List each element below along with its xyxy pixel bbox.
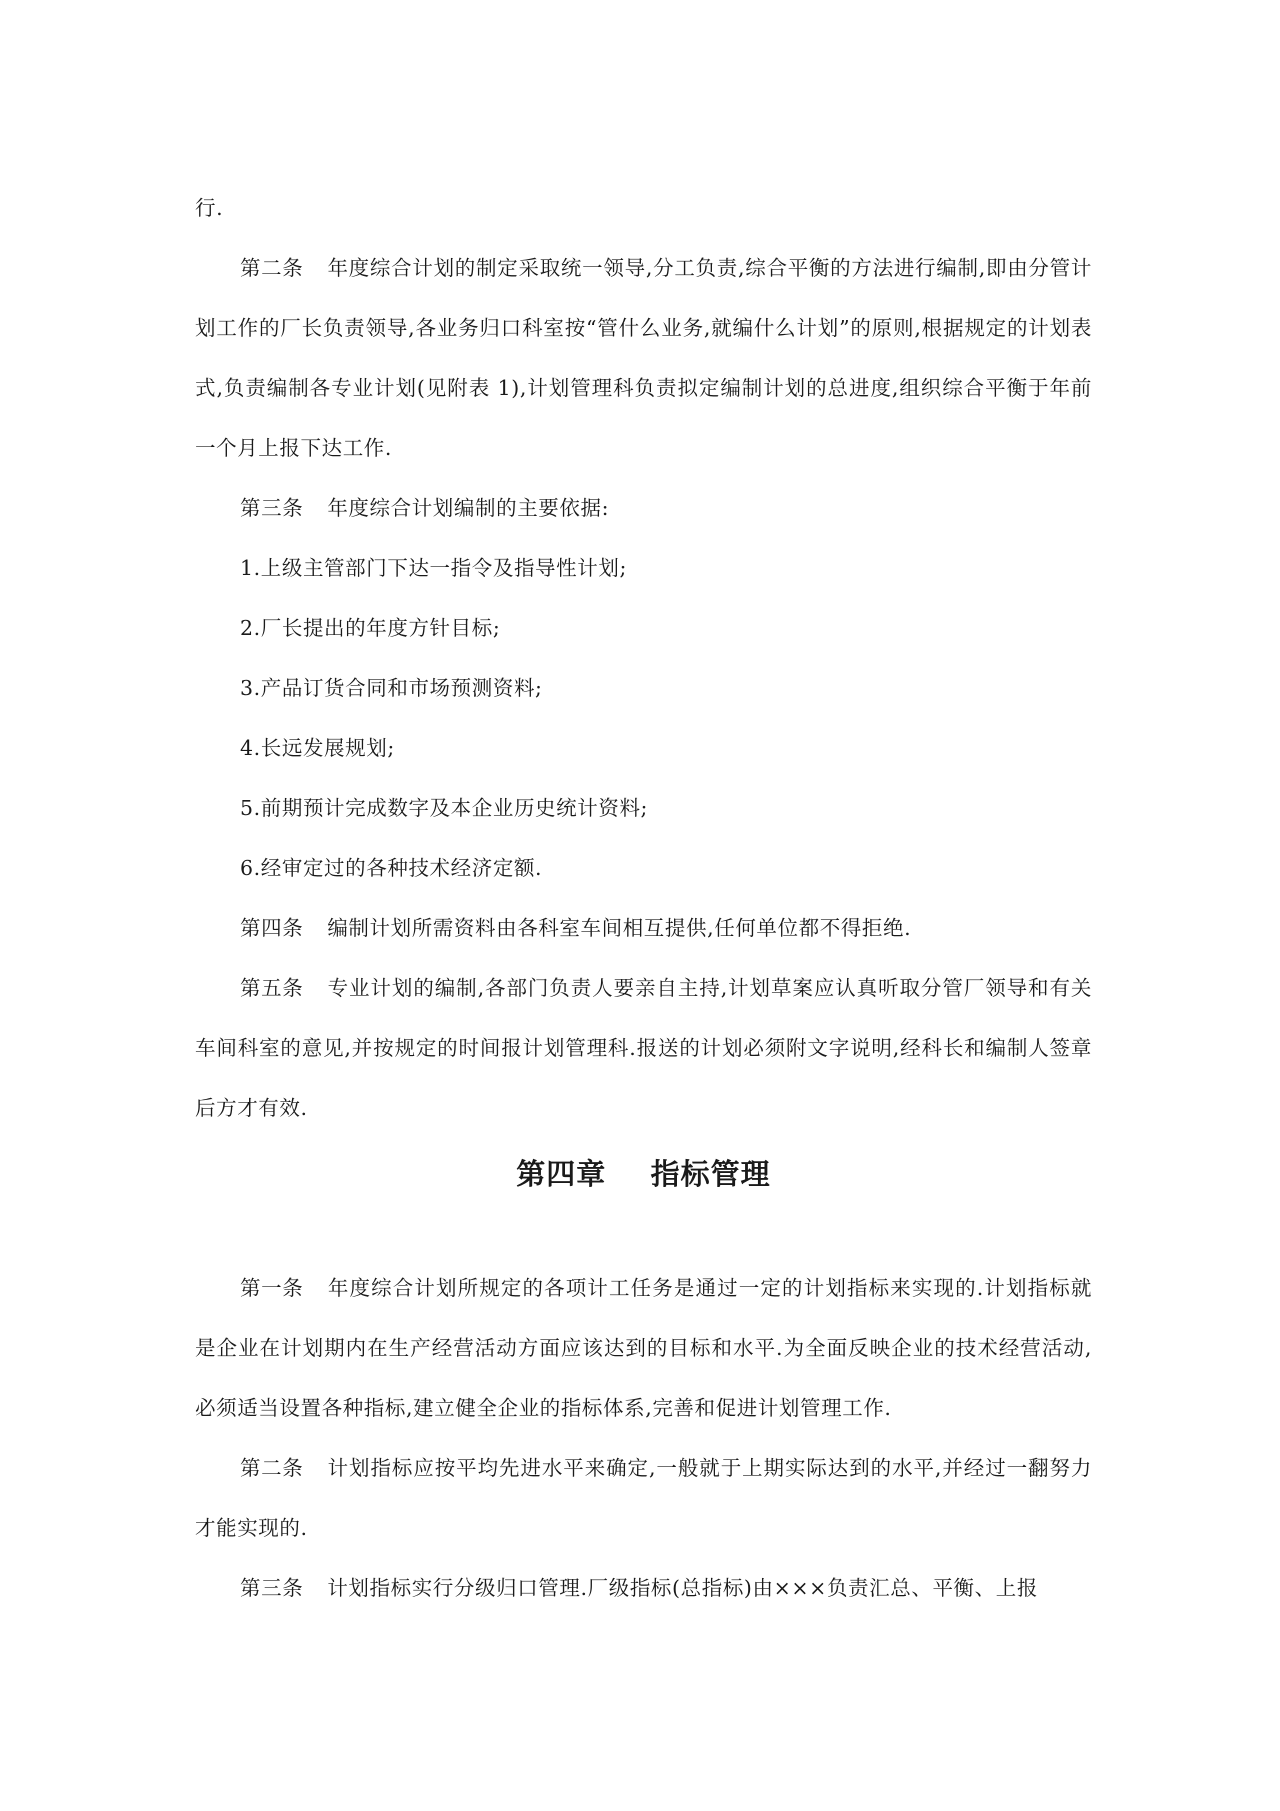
- basis-item-1: 1.上级主管部门下达一指令及指导性计划;: [240, 556, 627, 580]
- article-5: [195, 958, 1092, 1138]
- article-number: 第二条: [240, 1456, 304, 1480]
- article-number: 第三条: [240, 1576, 304, 1600]
- article-number: 第一条: [240, 1276, 304, 1300]
- chapter-article-2: [195, 1438, 1092, 1558]
- continuation-line: 行.: [195, 196, 224, 220]
- article-number: 第五条: [240, 976, 304, 1000]
- chapter-article-3: [195, 1558, 1092, 1618]
- document-page: [195, 178, 1092, 1618]
- basis-item-4: 4.长远发展规划;: [240, 736, 395, 760]
- article-2: [195, 238, 1092, 478]
- basis-item-2: 2.厂长提出的年度方针目标;: [240, 616, 501, 640]
- article-text: 计划指标实行分级归口管理.厂级指标(总指标)由×××负责汇总、平衡、上报: [327, 1576, 1038, 1600]
- chapter-article-1: [195, 1258, 1092, 1438]
- article-number: 第四条: [240, 916, 304, 940]
- article-text: 年度综合计划的制定采取统一领导,分工负责,综合平衡的方法进行编制,即由分管计划工作的厂长负责领导,各业务归口科室按“管什么业务,就编什么计划”的原则,根据规定的计划表式,负责编制各专业计划(见附表 1),计划管理科负责拟定编制计划的总进度,组织综合平衡于年前一个月上报下达工作.: [195, 256, 1092, 460]
- article-text: 专业计划的编制,各部门负责人要亲自主持,计划草案应认真听取分管厂领导和有关车间科室的意见,并按规定的时间报计划管理科.报送的计划必须附文字说明,经科长和编制人签章后方才有效.: [195, 976, 1092, 1120]
- article-number: 第三条: [240, 496, 304, 520]
- article-text: 编制计划所需资料由各科室车间相互提供,任何单位都不得拒绝.: [327, 916, 912, 940]
- basis-item-5: 5.前期预计完成数字及本企业历史统计资料;: [240, 796, 649, 820]
- article-text: 年度综合计划所规定的各项计工任务是通过一定的计划指标来实现的.计划指标就是企业在计划期内在生产经营活动方面应该达到的目标和水平.为全面反映企业的技术经营活动,必须适当设置各种指标,建立健全企业的指标体系,完善和促进计划管理工作.: [195, 1276, 1092, 1420]
- article-3: [195, 478, 1092, 538]
- article-text: 计划指标应按平均先进水平来确定,一般就于上期实际达到的水平,并经过一翻努力才能实现的.: [195, 1456, 1092, 1540]
- article-number: 第二条: [240, 256, 304, 280]
- article-text: 年度综合计划编制的主要依据:: [327, 496, 610, 520]
- basis-item-3: 3.产品订货合同和市场预测资料;: [240, 676, 543, 700]
- chapter-title: 第四章 指标管理: [516, 1157, 771, 1191]
- basis-item-6: 6.经审定过的各种技术经济定额.: [240, 856, 543, 880]
- article-4: [195, 898, 1092, 958]
